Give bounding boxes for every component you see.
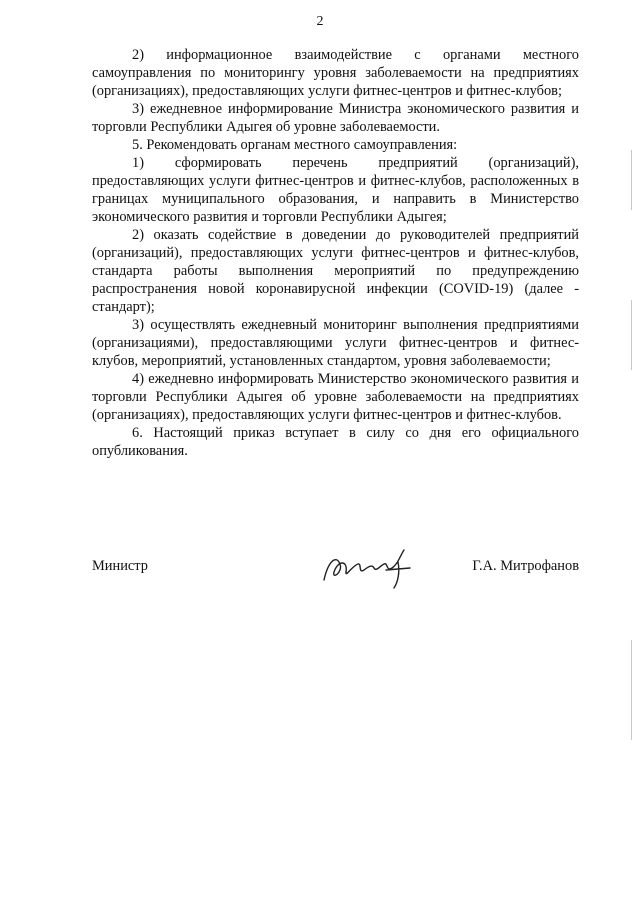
paragraph-6-effective: 6. Настоящий приказ вступает в силу со дня его официального опубликования.: [92, 425, 579, 459]
paragraph-item-2-info-interaction: 2) информационное взаимодействие с органами местного самоуправления по мониторингу уровня заболеваемости на предприятиях (организациях), предоставляющих услуги фитнес-центров и фитнес-клубов;: [92, 47, 579, 99]
document-body: [92, 46, 579, 460]
signatory-name: Г.А. Митрофанов: [472, 558, 579, 574]
paragraph-5-recommend: 5. Рекомендовать органам местного самоуправления:: [132, 137, 458, 153]
scan-edge-mark: [631, 150, 632, 210]
signatory-title: Министр: [92, 558, 148, 574]
scan-edge-mark: [631, 640, 632, 740]
page-number: 2: [316, 14, 324, 29]
paragraph-5-1-form-list: 1) сформировать перечень предприятий (организаций), предоставляющих услуги фитнес-центров и фитнес-клубов, расположенных в границах муниципального образования, и направить в Министерство экономического развития и торговли Республики Адыгея;: [92, 155, 579, 225]
signature-block: [92, 558, 579, 598]
handwritten-signature: [314, 542, 424, 592]
paragraph-item-3-daily-informing: 3) ежедневное информирование Министра экономического развития и торговли Республики Адыгея об уровне заболеваемости.: [92, 101, 579, 135]
paragraph-5-3-monitoring: 3) осуществлять ежедневный мониторинг выполнения предприятиями (организациями), предоставляющими услуги фитнес-центров и фитнес-клубов, мероприятий, установленных стандартом, уровня заболеваемости;: [92, 317, 579, 369]
paragraph-5-4-inform: 4) ежедневно информировать Министерство экономического развития и торговли Республики Адыгея об уровне заболеваемости на предприятиях (организациях), предоставляющих услуги фитнес-центров и фитнес-клубов.: [92, 371, 579, 423]
paragraph-5-2-assist: 2) оказать содействие в доведении до руководителей предприятий (организаций), предоставляющих услуги фитнес-центров и фитнес-клубов, стандарта работы выполнения мероприятий по предупреждению распространения новой коронавирусной инфекции (COVID-19) (далее - стандарт);: [92, 227, 579, 315]
scan-edge-mark: [631, 300, 632, 370]
